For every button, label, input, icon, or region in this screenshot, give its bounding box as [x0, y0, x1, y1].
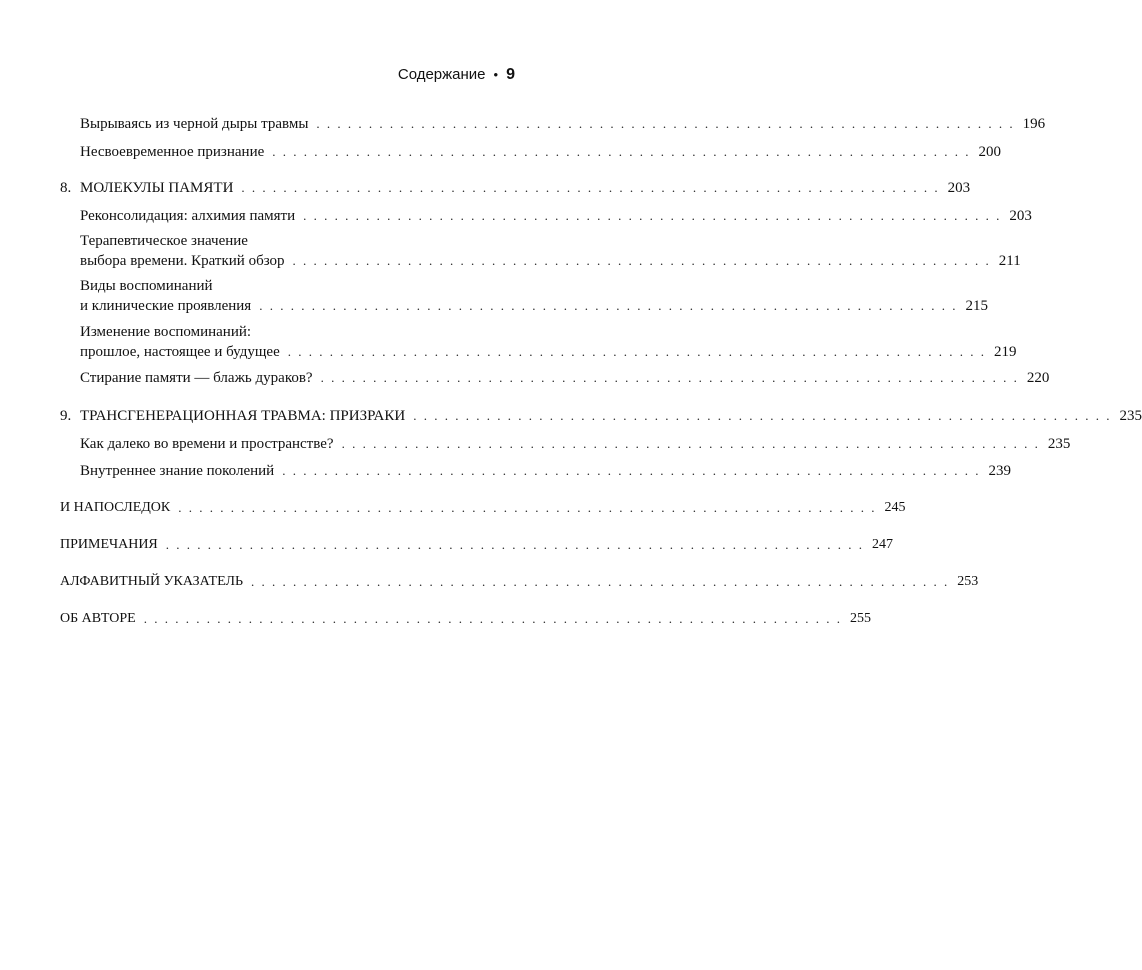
dot-leader: . . . . . . . . . . . . . . . . . . . . . . . . . . . . . . . . . . . . . . . . . . . . . . . . . . . . . . . . . . . . . . . . . . . [272, 144, 971, 159]
page-number: 9 [506, 66, 515, 83]
toc-entry[interactable] [80, 322, 1017, 362]
toc-section-entry[interactable] [60, 498, 906, 518]
toc-section-entry[interactable] [60, 535, 894, 555]
dot-leader: . . . . . . . . . . . . . . . . . . . . . . . . . . . . . . . . . . . . . . . . . . . . . . . . . . . . . . . . . . . . . . . . . . . [341, 436, 1040, 451]
toc-entry[interactable] [80, 114, 1046, 134]
dot-leader: . . . . . . . . . . . . . . . . . . . . . . . . . . . . . . . . . . . . . . . . . . . . . . . . . . . . . . . . . . . . . . . . . . . [287, 344, 986, 359]
toc-entry[interactable] [80, 142, 1002, 162]
toc-entry-page: 235 [1119, 408, 1142, 424]
toc-entry[interactable] [80, 368, 1050, 388]
toc-entry-page: 215 [965, 298, 988, 314]
running-head [398, 66, 515, 84]
toc-entry[interactable] [80, 461, 1011, 481]
dot-leader: . . . . . . . . . . . . . . . . . . . . . . . . . . . . . . . . . . . . . . . . . . . . . . . . . . . . . . . . . . . . . . . . . . . [165, 537, 865, 552]
toc-entry-title-line: Виды воспоминаний [80, 278, 213, 294]
toc-entry[interactable] [80, 276, 988, 316]
toc-entry-page: 255 [849, 611, 871, 626]
toc-entry-page: 253 [957, 574, 979, 589]
dot-leader: . . . . . . . . . . . . . . . . . . . . . . . . . . . . . . . . . . . . . . . . . . . . . . . . . . . . . . . . . . . . . . . . . . . [259, 298, 958, 313]
dot-leader: . . . . . . . . . . . . . . . . . . . . . . . . . . . . . . . . . . . . . . . . . . . . . . . . . . . . . . . . . . . . . . . . . . . [178, 500, 877, 515]
toc-chapter-entry[interactable] [60, 178, 971, 198]
toc-entry-page: 220 [1026, 370, 1050, 386]
dot-leader: . . . . . . . . . . . . . . . . . . . . . . . . . . . . . . . . . . . . . . . . . . . . . . . . . . . . . . . . . . . . . . . . . . . [303, 208, 1002, 223]
toc-entry-title-line: выбора времени. Краткий обзор [80, 253, 285, 269]
toc-section-title: ПРИМЕЧАНИЯ [60, 537, 158, 552]
toc-entry-page: 219 [993, 344, 1017, 360]
toc-entry-title: Как далеко во времени и пространстве? [80, 436, 334, 452]
chapter-number: 9. [60, 408, 72, 424]
toc-entry-title-line: Терапевтическое значение [80, 233, 248, 249]
toc-entry-title [80, 322, 280, 362]
chapter-title-text: МОЛЕКУЛЫ ПАМЯТИ [80, 180, 234, 196]
toc-entry-title-line: Изменение воспоминаний: [80, 324, 252, 340]
toc-entry-title [80, 231, 285, 271]
toc-entry-page: 235 [1047, 436, 1071, 452]
toc-entry-page: 247 [872, 537, 894, 552]
toc-chapter-entry[interactable] [60, 406, 1142, 426]
toc-entry-title [80, 276, 251, 316]
toc-entry-page: 203 [1009, 208, 1032, 224]
toc-chapter-title [60, 406, 405, 426]
dot-leader: . . . . . . . . . . . . . . . . . . . . . . . . . . . . . . . . . . . . . . . . . . . . . . . . . . . . . . . . . . . . . . . . . . . [292, 253, 991, 268]
toc-entry-title-line: прошлое, настоящее и будущее [80, 344, 280, 360]
toc-entry[interactable] [80, 231, 1021, 271]
toc-entry-title-line: и клинические проявления [80, 298, 252, 314]
dot-leader: . . . . . . . . . . . . . . . . . . . . . . . . . . . . . . . . . . . . . . . . . . . . . . . . . . . . . . . . . . . . . . . . . . . [143, 611, 842, 626]
toc-section-entry[interactable] [60, 572, 979, 592]
dot-leader: . . . . . . . . . . . . . . . . . . . . . . . . . . . . . . . . . . . . . . . . . . . . . . . . . . . . . . . . . . . . . . . . . . . [316, 116, 1015, 131]
dot-leader: . . . . . . . . . . . . . . . . . . . . . . . . . . . . . . . . . . . . . . . . . . . . . . . . . . . . . . . . . . . . . . . . . . . [282, 463, 981, 478]
toc-section-title: ОБ АВТОРЕ [60, 611, 136, 626]
toc-entry-page: 245 [884, 500, 906, 515]
toc-entry-page: 211 [998, 253, 1021, 269]
toc-entry-title: Реконсолидация: алхимия памяти [80, 208, 296, 224]
toc-entry-title: Несвоевременное признание [80, 144, 265, 160]
toc-chapter-title [60, 178, 233, 198]
chapter-number: 8. [60, 180, 72, 196]
dot-leader: . . . . . . . . . . . . . . . . . . . . . . . . . . . . . . . . . . . . . . . . . . . . . . . . . . . . . . . . . . . . . . . . . . . [241, 180, 940, 195]
bullet-separator: • [493, 67, 499, 82]
toc-entry-page: 200 [978, 144, 1002, 160]
dot-leader: . . . . . . . . . . . . . . . . . . . . . . . . . . . . . . . . . . . . . . . . . . . . . . . . . . . . . . . . . . . . . . . . . . . [251, 574, 950, 589]
chapter-title-text: ТРАНСГЕНЕРАЦИОННАЯ ТРАВМА: ПРИЗРАКИ [80, 408, 406, 424]
toc-entry-title: Стирание памяти — блажь дураков? [80, 370, 313, 386]
dot-leader: . . . . . . . . . . . . . . . . . . . . . . . . . . . . . . . . . . . . . . . . . . . . . . . . . . . . . . . . . . . . . . . . . . . [320, 370, 1019, 385]
toc-entry[interactable] [80, 206, 1032, 226]
toc-entry-title: Вырываясь из черной дыры травмы [80, 116, 309, 132]
toc-section-entry[interactable] [60, 609, 871, 629]
toc-entry-title: Внутреннее знание поколений [80, 463, 275, 479]
toc-section-title: АЛФАВИТНЫЙ УКАЗАТЕЛЬ [60, 574, 243, 589]
toc-entry[interactable] [80, 434, 1071, 454]
toc-section-title: И НАПОСЛЕДОК [60, 500, 171, 515]
toc-entry-page: 239 [988, 463, 1011, 479]
section-title: Содержание [397, 66, 486, 83]
toc-entry-page: 203 [947, 180, 971, 196]
toc-entry-page: 196 [1022, 116, 1046, 132]
dot-leader: . . . . . . . . . . . . . . . . . . . . . . . . . . . . . . . . . . . . . . . . . . . . . . . . . . . . . . . . . . . . . . . . . . . [413, 408, 1112, 423]
